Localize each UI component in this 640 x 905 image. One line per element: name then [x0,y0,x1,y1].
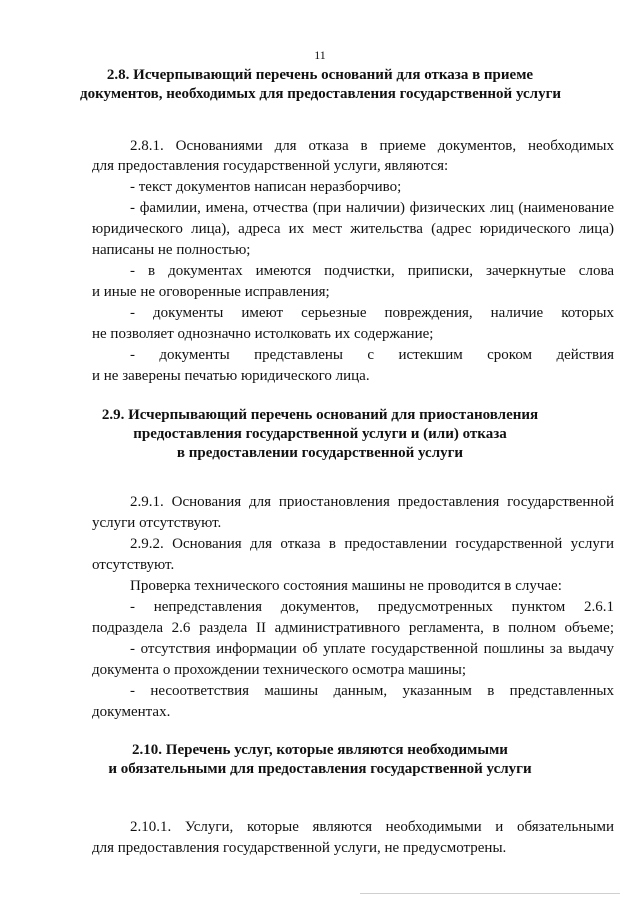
paragraph-line: отсутствуют. [92,557,175,573]
list-item: - документы имеют серьезные повреждения, наличие которых [130,305,614,321]
paragraph-line: не позволяет однозначно истолковать их содержание; [92,326,434,342]
paragraph-line: для предоставления государственной услуги, являются: [92,158,449,174]
paragraph-line: 2.10.1. Услуги, которые являются необходимыми и обязательными [130,819,614,835]
scan-edge-mark [360,893,620,894]
paragraph-line: документах. [92,704,171,720]
paragraph-line: и не заверены печатью юридического лица. [92,368,370,384]
paragraph-line: написаны не полностью; [92,242,251,258]
paragraph-line: услуги отсутствуют. [92,515,222,531]
paragraph-line: 2.8.1. Основаниями для отказа в приеме документов, необходимых [130,138,614,154]
list-item: - в документах имеются подчистки, приписки, зачеркнутые слова [130,263,614,279]
paragraph-line: Проверка технического состояния машины не проводится в случае: [130,578,562,594]
section-2-8-heading [80,66,560,104]
heading-line: предоставления государственной услуги и (или) отказа [133,426,507,442]
page-number: 11 [314,48,326,62]
heading-line: и обязательными для предоставления государственной услуги [108,761,532,777]
heading-line: документов, необходимых для предоставления государственной услуги [80,86,562,102]
list-item: - фамилии, имена, отчества (при наличии) физических лиц (наименование [130,200,614,216]
list-item: - отсутствия информации об уплате государственной пошлины за выдачу [130,641,614,657]
heading-line: 2.8. Исчерпывающий перечень оснований для отказа в приеме [106,67,534,83]
list-item: - текст документов написан неразборчиво; [130,179,402,195]
list-item: - документы представлены с истекшим сроком действия [130,347,614,363]
paragraph-line: 2.9.1. Основания для приостановления предоставления государственной [130,494,614,510]
paragraph-line: 2.9.2. Основания для отказа в предоставлении государственной услуги [130,536,614,552]
heading-line: 2.10. Перечень услуг, которые являются необходимыми [132,742,508,758]
paragraph-line: и иные не оговоренные исправления; [92,284,330,300]
paragraph-line: для предоставления государственной услуги, не предусмотрены. [92,840,507,856]
paragraph-line: подраздела 2.6 раздела II административного регламента, в полном объеме; [92,620,614,636]
section-2-9-heading [80,406,560,463]
list-item: - несоответствия машины данным, указанным в представленных [130,683,614,699]
heading-line: в предоставлении государственной услуги [176,445,464,461]
section-2-10-heading [80,741,560,779]
paragraph-line: документа о прохождении технического осмотра машины; [92,662,467,678]
paragraph-line: юридического лица), адреса их мест жительства (адрес юридического лица) [92,221,614,237]
list-item: - непредставления документов, предусмотренных пунктом 2.6.1 [130,599,614,615]
heading-line: 2.9. Исчерпывающий перечень оснований для приостановления [101,407,539,423]
